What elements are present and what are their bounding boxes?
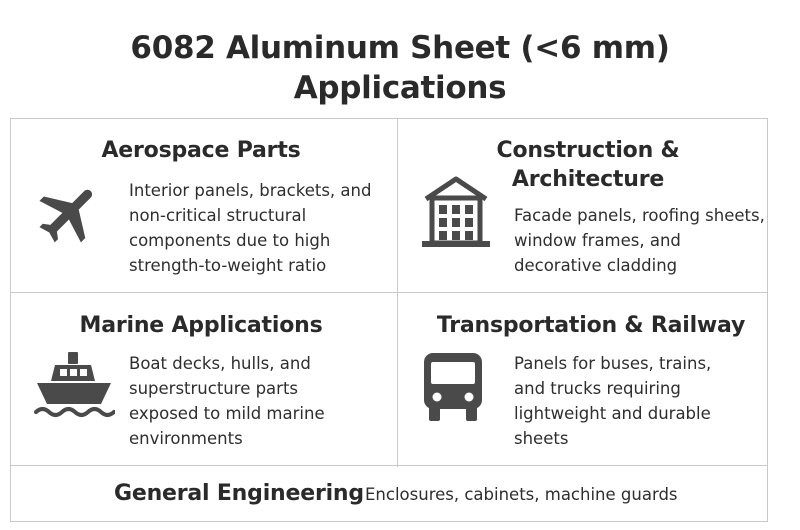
cell-aerospace bbox=[11, 119, 397, 292]
description-line: sheets bbox=[514, 429, 569, 448]
cell-description bbox=[514, 351, 711, 451]
cell-heading-line: Architecture bbox=[511, 167, 665, 192]
description-line: Panels for buses, trains, bbox=[514, 354, 712, 373]
description-line: Facade panels, roofing sheets, bbox=[514, 206, 765, 225]
grid-divider-horizontal-2 bbox=[11, 465, 767, 466]
description-line: superstructure parts bbox=[129, 379, 299, 398]
airplane-icon bbox=[33, 177, 107, 251]
description-line: components due to high bbox=[129, 231, 331, 250]
cell-description bbox=[129, 178, 371, 278]
ship-icon bbox=[33, 349, 115, 421]
building-icon bbox=[420, 175, 492, 249]
description-line: window frames, and bbox=[514, 231, 681, 250]
description-line: Boat decks, hulls, and bbox=[129, 354, 311, 373]
title-line-1: 6082 Aluminum Sheet (<6 mm) bbox=[130, 30, 670, 66]
cell-heading bbox=[51, 136, 351, 165]
cell-heading-line: Construction & bbox=[496, 138, 680, 163]
description-line: environments bbox=[129, 429, 243, 448]
applications-grid bbox=[10, 118, 768, 522]
footer-description: Enclosures, cabinets, machine guards bbox=[365, 485, 678, 504]
cell-marine bbox=[11, 293, 397, 465]
cell-description bbox=[514, 203, 765, 278]
page-title bbox=[0, 28, 800, 108]
description-line: non-critical structural bbox=[129, 206, 307, 225]
description-line: exposed to mild marine bbox=[129, 404, 325, 423]
cell-description bbox=[129, 351, 325, 451]
cell-heading bbox=[426, 311, 756, 340]
description-line: and trucks requiring bbox=[514, 379, 681, 398]
cell-heading-line: Transportation & Railway bbox=[436, 313, 746, 338]
description-line: Interior panels, brackets, and bbox=[129, 181, 372, 200]
cell-heading-line: Marine Applications bbox=[79, 313, 323, 338]
footer-heading: General Engineering bbox=[114, 481, 364, 506]
cell-heading bbox=[51, 311, 351, 340]
cell-transportation bbox=[398, 293, 768, 465]
cell-heading-line: Aerospace Parts bbox=[101, 138, 301, 163]
description-line: strength-to-weight ratio bbox=[129, 256, 327, 275]
description-line: decorative cladding bbox=[514, 256, 678, 275]
bus-icon bbox=[422, 351, 484, 423]
description-line: lightweight and durable bbox=[514, 404, 711, 423]
cell-construction bbox=[398, 119, 768, 292]
title-line-2: Applications bbox=[293, 70, 507, 106]
